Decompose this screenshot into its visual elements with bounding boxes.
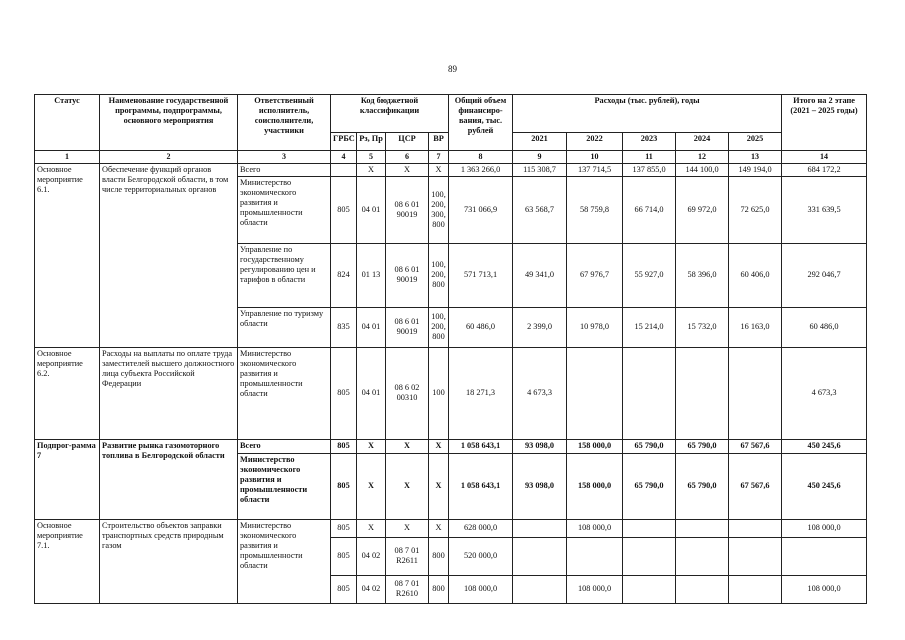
table-row: [35, 347, 867, 439]
itogo-cell: [782, 537, 867, 575]
column-number: 10: [567, 151, 623, 164]
year-2025-cell: 67 567,6: [729, 439, 782, 453]
vr-cell: X: [429, 163, 449, 176]
header-expenses: Расходы (тыс. рублей), годы: [513, 95, 782, 133]
itogo-cell: 331 639,5: [782, 176, 867, 243]
executor-cell: Управление по государственному регулированию цен и тарифов в области: [238, 243, 331, 307]
total-cell: 1 058 643,1: [449, 439, 513, 453]
year-2024-cell: 65 790,0: [676, 453, 729, 519]
table-row: [35, 519, 867, 537]
header-year-2022: 2022: [567, 133, 623, 151]
year-2024-cell: 58 396,0: [676, 243, 729, 307]
grbs-cell: 805: [331, 519, 357, 537]
name-cell: Развитие рынка газомоторного топлива в Белгородской области: [100, 439, 238, 519]
name-cell: Расходы на выплаты по оплате труда заместителей высшего должностного лица субъекта Российской Федерации: [100, 347, 238, 439]
year-2023-cell: 15 214,0: [623, 307, 676, 347]
csr-cell: 08 7 01 R2611: [386, 537, 429, 575]
csr-cell: 08 6 01 90019: [386, 243, 429, 307]
executor-cell: Министерство экономического развития и промышленности области: [238, 176, 331, 243]
year-2021-cell: 115 308,7: [513, 163, 567, 176]
year-2022-cell: [567, 347, 623, 439]
year-2023-cell: 65 790,0: [623, 453, 676, 519]
rzpr-cell: 04 01: [357, 176, 386, 243]
rzpr-cell: X: [357, 163, 386, 176]
year-2021-cell: 93 098,0: [513, 439, 567, 453]
executor-cell: Управление по туризму области: [238, 307, 331, 347]
year-2021-cell: 4 673,3: [513, 347, 567, 439]
itogo-cell: 108 000,0: [782, 519, 867, 537]
year-2023-cell: [623, 537, 676, 575]
column-number: 14: [782, 151, 867, 164]
total-cell: 60 486,0: [449, 307, 513, 347]
year-2025-cell: 16 163,0: [729, 307, 782, 347]
year-2025-cell: [729, 519, 782, 537]
column-number: 5: [357, 151, 386, 164]
page-number: 89: [448, 64, 457, 74]
year-2021-cell: [513, 575, 567, 603]
year-2023-cell: [623, 347, 676, 439]
csr-cell: 08 6 01 90019: [386, 307, 429, 347]
itogo-cell: 450 245,6: [782, 453, 867, 519]
header-budget-code: Код бюджетной классификации: [331, 95, 449, 133]
rzpr-cell: X: [357, 453, 386, 519]
csr-cell: X: [386, 163, 429, 176]
column-number: 12: [676, 151, 729, 164]
column-number: 3: [238, 151, 331, 164]
grbs-cell: 805: [331, 176, 357, 243]
status-cell: Подпрог-рамма 7: [35, 439, 100, 519]
total-cell: 571 713,1: [449, 243, 513, 307]
executor-cell: Министерство экономического развития и промышленности области: [238, 453, 331, 519]
executor-cell: Министерство экономического развития и промышленности области: [238, 347, 331, 439]
year-2024-cell: [676, 537, 729, 575]
name-cell: Строительство объектов заправки транспортных средств природным газом: [100, 519, 238, 603]
year-2023-cell: 55 927,0: [623, 243, 676, 307]
year-2025-cell: 60 406,0: [729, 243, 782, 307]
year-2023-cell: 65 790,0: [623, 439, 676, 453]
year-2024-cell: [676, 519, 729, 537]
year-2025-cell: 67 567,6: [729, 453, 782, 519]
name-cell: Обеспечение функций органов власти Белгородской области, в том числе территориальных органов: [100, 163, 238, 347]
header-year-2024: 2024: [676, 133, 729, 151]
itogo-cell: 4 673,3: [782, 347, 867, 439]
year-2024-cell: 65 790,0: [676, 439, 729, 453]
year-2024-cell: 15 732,0: [676, 307, 729, 347]
total-cell: 731 066,9: [449, 176, 513, 243]
header-year-2025: 2025: [729, 133, 782, 151]
total-cell: 520 000,0: [449, 537, 513, 575]
header-itogo: Итого на 2 этапе (2021 – 2025 годы): [782, 95, 867, 151]
year-2022-cell: 137 714,5: [567, 163, 623, 176]
year-2022-cell: 10 978,0: [567, 307, 623, 347]
vr-cell: 800: [429, 537, 449, 575]
vr-cell: X: [429, 439, 449, 453]
header-row: [35, 95, 867, 133]
year-2023-cell: [623, 519, 676, 537]
vr-cell: X: [429, 519, 449, 537]
column-numbers-row: [35, 151, 867, 164]
year-2022-cell: 67 976,7: [567, 243, 623, 307]
year-2025-cell: 72 625,0: [729, 176, 782, 243]
column-number: 9: [513, 151, 567, 164]
rzpr-cell: X: [357, 519, 386, 537]
grbs-cell: 805: [331, 453, 357, 519]
year-2021-cell: [513, 537, 567, 575]
vr-cell: 100, 200, 800: [429, 307, 449, 347]
year-2025-cell: [729, 537, 782, 575]
csr-cell: X: [386, 519, 429, 537]
vr-cell: 100, 200, 300, 800: [429, 176, 449, 243]
year-2024-cell: [676, 575, 729, 603]
year-2023-cell: 137 855,0: [623, 163, 676, 176]
column-number: 8: [449, 151, 513, 164]
grbs-cell: 805: [331, 347, 357, 439]
column-number: 11: [623, 151, 676, 164]
total-cell: 628 000,0: [449, 519, 513, 537]
year-2022-cell: 158 000,0: [567, 439, 623, 453]
year-2023-cell: 66 714,0: [623, 176, 676, 243]
year-2024-cell: [676, 347, 729, 439]
vr-cell: 100: [429, 347, 449, 439]
column-number: 13: [729, 151, 782, 164]
executor-cell: Министерство экономического развития и промышленности области: [238, 519, 331, 603]
grbs-cell: 835: [331, 307, 357, 347]
grbs-cell: 824: [331, 243, 357, 307]
header-csr: ЦСР: [386, 133, 429, 151]
itogo-cell: 684 172,2: [782, 163, 867, 176]
year-2025-cell: [729, 347, 782, 439]
year-2021-cell: 49 341,0: [513, 243, 567, 307]
total-cell: 1 363 266,0: [449, 163, 513, 176]
header-rzpr: Рз, Пр: [357, 133, 386, 151]
year-2025-cell: [729, 575, 782, 603]
total-cell: 18 271,3: [449, 347, 513, 439]
itogo-cell: 450 245,6: [782, 439, 867, 453]
csr-cell: X: [386, 439, 429, 453]
status-cell: Основное мероприятие 6.1.: [35, 163, 100, 347]
csr-cell: X: [386, 453, 429, 519]
csr-cell: 08 6 01 90019: [386, 176, 429, 243]
table-row: [35, 163, 867, 176]
rzpr-cell: X: [357, 439, 386, 453]
year-2022-cell: 58 759,8: [567, 176, 623, 243]
header-total-financing: Общий объем финансиро-вания, тыс. рублей: [449, 95, 513, 151]
status-cell: Основное мероприятие 6.2.: [35, 347, 100, 439]
header-grbs: ГРБС: [331, 133, 357, 151]
year-2022-cell: 158 000,0: [567, 453, 623, 519]
grbs-cell: 805: [331, 439, 357, 453]
vr-cell: 800: [429, 575, 449, 603]
itogo-cell: 292 046,7: [782, 243, 867, 307]
grbs-cell: [331, 163, 357, 176]
total-cell: 1 058 643,1: [449, 453, 513, 519]
budget-table: [34, 94, 867, 604]
rzpr-cell: 04 01: [357, 347, 386, 439]
header-executor: Ответственный исполнитель, соисполнители, участники: [238, 95, 331, 151]
itogo-cell: 108 000,0: [782, 575, 867, 603]
year-2022-cell: [567, 537, 623, 575]
year-2022-cell: 108 000,0: [567, 575, 623, 603]
year-2021-cell: 93 098,0: [513, 453, 567, 519]
header-year-2023: 2023: [623, 133, 676, 151]
rzpr-cell: 04 02: [357, 575, 386, 603]
table-row: [35, 439, 867, 453]
year-2024-cell: 69 972,0: [676, 176, 729, 243]
year-2022-cell: 108 000,0: [567, 519, 623, 537]
executor-cell: Всего: [238, 439, 331, 453]
csr-cell: 08 7 01 R2610: [386, 575, 429, 603]
header-year-2021: 2021: [513, 133, 567, 151]
vr-cell: X: [429, 453, 449, 519]
column-number: 6: [386, 151, 429, 164]
csr-cell: 08 6 02 00310: [386, 347, 429, 439]
column-number: 4: [331, 151, 357, 164]
rzpr-cell: 04 02: [357, 537, 386, 575]
column-number: 7: [429, 151, 449, 164]
year-2023-cell: [623, 575, 676, 603]
year-2025-cell: 149 194,0: [729, 163, 782, 176]
itogo-cell: 60 486,0: [782, 307, 867, 347]
total-cell: 108 000,0: [449, 575, 513, 603]
year-2021-cell: 63 568,7: [513, 176, 567, 243]
year-2024-cell: 144 100,0: [676, 163, 729, 176]
grbs-cell: 805: [331, 537, 357, 575]
grbs-cell: 805: [331, 575, 357, 603]
executor-cell: Всего: [238, 163, 331, 176]
header-name: Наименование государственной программы, подпрограммы, основного мероприятия: [100, 95, 238, 151]
rzpr-cell: 04 01: [357, 307, 386, 347]
header-status: Статус: [35, 95, 100, 151]
rzpr-cell: 01 13: [357, 243, 386, 307]
vr-cell: 100, 200, 800: [429, 243, 449, 307]
year-2021-cell: [513, 519, 567, 537]
status-cell: Основное мероприятие 7.1.: [35, 519, 100, 603]
header-vr: ВР: [429, 133, 449, 151]
column-number: 1: [35, 151, 100, 164]
year-2021-cell: 2 399,0: [513, 307, 567, 347]
column-number: 2: [100, 151, 238, 164]
